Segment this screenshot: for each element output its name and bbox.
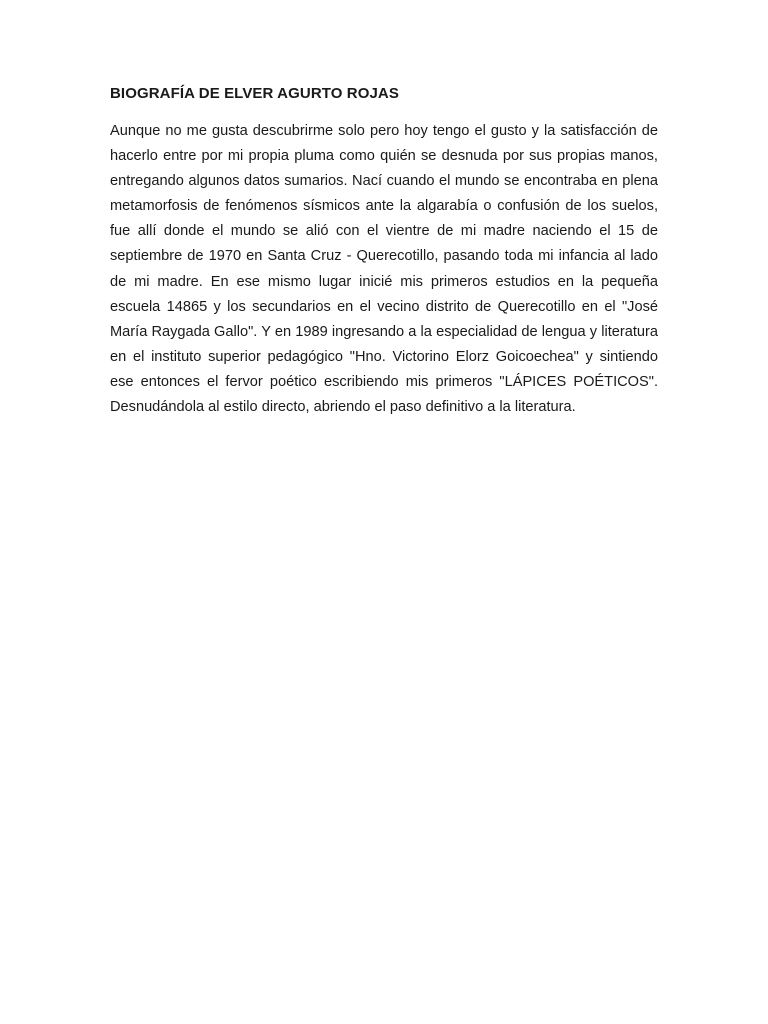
document-content [110,82,658,420]
document-title: BIOGRAFÍA DE ELVER AGURTO ROJAS [110,85,399,102]
biography-paragraph: Aunque no me gusta descubrirme solo pero hoy tengo el gusto y la satisfacción de hacerlo entre por mi propia pluma como quién se desnuda por sus propias manos, entregando algunos datos sumarios. Nací cuando el mundo se encontraba en plena metamorfosis de fenómenos sísmicos ante la algarabía o confusión de los suelos, fue allí donde el mundo se alió con el vientre de mi madre naciendo el 15 de septiembre de 1970 en Santa Cruz - Querecotillo, pasando toda mi infancia al lado de mi madre. En ese mismo lugar inicié mis primeros estudios en la pequeña escuela 14865 y los secundarios en el vecino distrito de Querecotillo en el "José María Raygada Gallo". Y en 1989 ingresando a la especialidad de lengua y literatura en el instituto superior pedagógico "Hno. Victorino Elorz Goicoechea" y sintiendo ese entonces el fervor poético escribiendo mis primeros "LÁPICES POÉTICOS". Desnudándola al estilo directo, abriendo el paso definitivo a la literatura. [110,123,658,416]
